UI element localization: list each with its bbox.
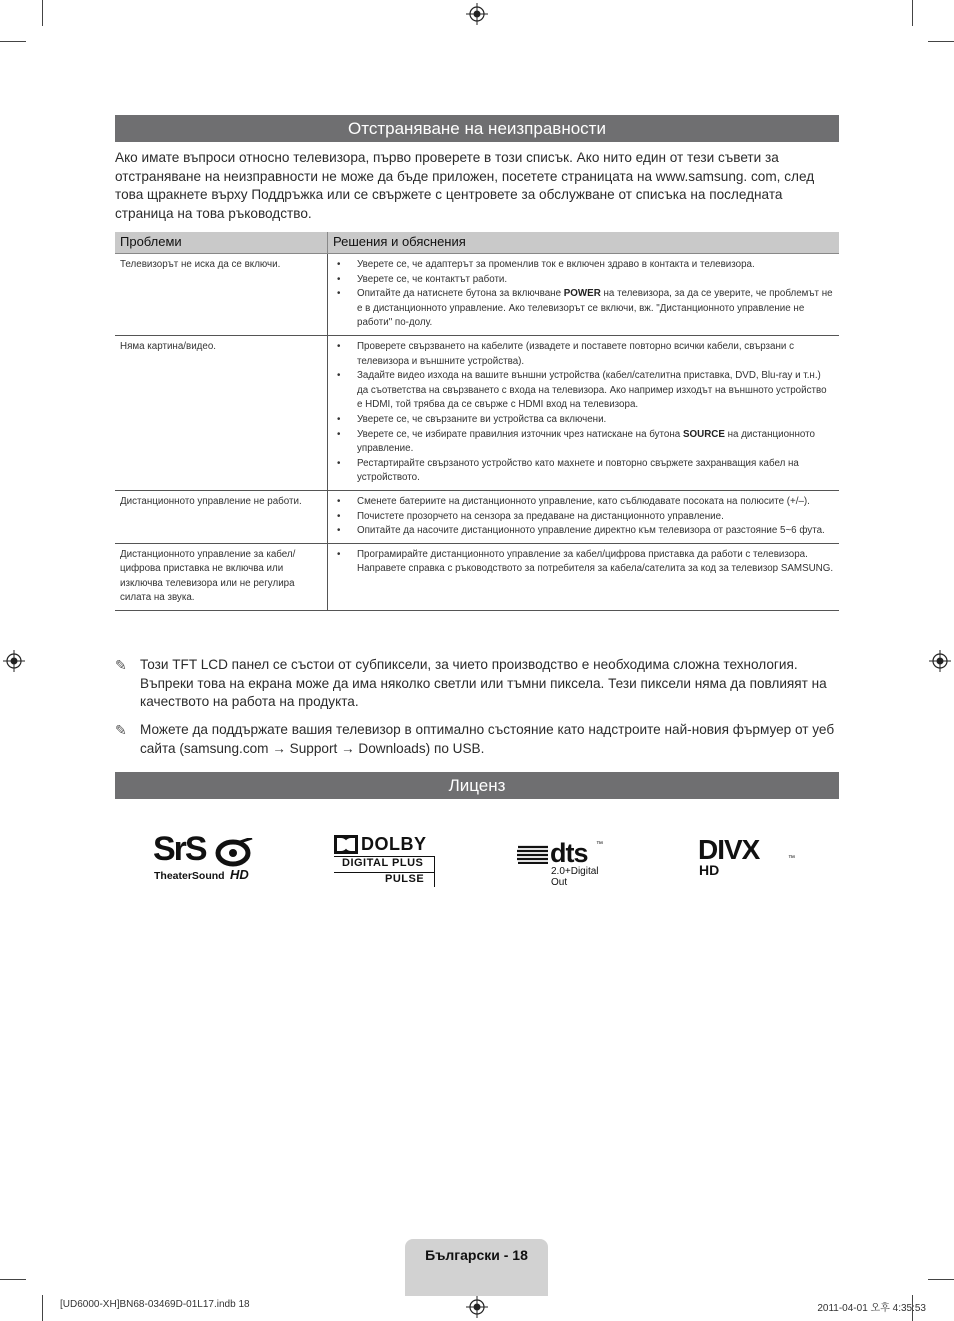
note-tft-panel (115, 656, 839, 712)
srs-theatersound-text: TheaterSound (154, 870, 225, 882)
header-problems: Проблеми (115, 232, 328, 254)
solution-list (333, 340, 834, 486)
solution-cell (328, 490, 840, 543)
solution-list (333, 548, 834, 577)
button-name-text: POWER (563, 288, 601, 300)
solution-list (333, 495, 834, 539)
solution-text: на телевизора, за да се уверите, че проблемът не е в дистанционното управление. Ако телевизорът се включи, вж. "Дистанционното управление не работи" по-долу. (357, 288, 833, 329)
troubleshooting-table (115, 232, 839, 611)
table-row (115, 254, 839, 336)
troubleshooting-intro: Ако имате въпроси относно телевизора, първо проверете в този списък. Ако нито един от тези съвети за отстраняване на неизправности не може да бъде приложен, посетете страницата на www.samsung. com, след това щракнете върху Поддръжка или се свържете с центровете за обслужване от списъка на последната страница на това ръководство. (115, 150, 815, 221)
dolby-digital-plus-pulse-logo (334, 834, 436, 888)
divx-hd-logo (698, 834, 798, 882)
problem-cell: Дистанционното управление за кабел/цифрова приставка не включва или изключва телевизора или не регулира силата на звука. (115, 543, 328, 610)
pencil-note-icon: ✎ (115, 657, 127, 673)
dts-text: dts (550, 838, 588, 868)
solution-item: • Задайте видео изхода на вашите външни устройства (кабел/сателитна приставка, DVD, Blu-ray и т.н.) да съответства на свързването с входа на телевизора. Ако например изходът на външното устройство е HDMI, той трябва да се свърже с HDMI вход на телевизора. (357, 369, 834, 413)
dts-tm-text: ™ (596, 841, 603, 848)
footer-timestamp: 2011-04-01 오후 4:35:53 (817, 1303, 926, 1314)
dolby-text: DOLBY (361, 834, 427, 854)
table-body (115, 254, 839, 611)
problem-cell: Телевизорът не иска да се включи. (115, 254, 328, 336)
solution-cell (328, 335, 840, 490)
pencil-note-icon: ✎ (115, 722, 127, 738)
solution-cell (328, 254, 840, 336)
dts-swoosh-icon (516, 844, 550, 864)
section-title-troubleshooting: Отстраняване на неизправности (115, 115, 839, 142)
table-row (115, 543, 839, 610)
footer-file-info: [UD6000-XH]BN68-03469D-01L17.indb 18 (60, 1299, 250, 1310)
note-firmware (115, 721, 839, 758)
note-text: Този TFT LCD панел се състои от субпиксели, за чието производство е необходима сложна технология. Въпреки това на екрана може да има няколко светли или тъмни пиксела. Тези пиксели няма да повлияят на качеството на работа на продукта. (140, 657, 827, 710)
solution-list (333, 258, 834, 331)
solution-text: на дистанционното управление. (357, 428, 815, 455)
solution-item: • Проверете свързването на кабелите (извадете и поставете повторно всички кабели, свързани с телевизора и външните устройства). (357, 340, 834, 369)
crop-mark (912, 0, 913, 26)
divx-hd-text: HD (699, 862, 720, 878)
dts-digital-out-text: 2.0+Digital Out (551, 866, 599, 888)
divx-tm-text: ™ (788, 855, 795, 862)
solution-item: • Програмирайте дистанционното управление за кабел/цифрова приставка да работи с телевизора. Направете справка с ръководството за потребителя за кабела/сателита за код за телевизор SAMSUNG. (357, 548, 834, 577)
solution-item (357, 287, 834, 331)
crop-mark (42, 1295, 43, 1321)
solution-item: • Почистете прозорчето на сензора за предаване на дистанционното управление. (357, 510, 834, 525)
section-title-license: Лиценз (115, 772, 839, 799)
crop-mark (928, 41, 954, 42)
solution-text: Опитайте да натиснете бутона за включване (357, 288, 564, 300)
registration-mark-icon (466, 1296, 488, 1318)
registration-mark-icon (929, 650, 951, 672)
solution-item: • Опитайте да насочите дистанционното управление директно към телевизора от разстояние 5~6 фута. (357, 524, 834, 539)
header-solutions: Решения и обяснения (328, 232, 840, 254)
solution-item (357, 428, 834, 457)
srs-logo-text: SrS (153, 830, 206, 868)
registration-mark-icon (466, 3, 488, 25)
dolby-pulse-text: PULSE (385, 873, 425, 885)
dolby-divider (434, 856, 435, 887)
problem-cell: Няма картина/видео. (115, 335, 328, 490)
solution-item: • Уверете се, че адаптерът за променлив ток е включен здраво в контакта и телевизора. (357, 258, 834, 273)
problem-cell: Дистанционното управление не работи. (115, 490, 328, 543)
crop-mark (0, 1279, 26, 1280)
table-row (115, 335, 839, 490)
solution-cell (328, 543, 840, 610)
solution-text: Уверете се, че избирате правилния източник чрез натискане на бутона (357, 428, 683, 440)
button-name-text: SOURCE (682, 428, 725, 440)
crop-mark (928, 1279, 954, 1280)
table-row (115, 490, 839, 543)
dts-digital-out-logo (516, 838, 616, 888)
solution-item: • Уверете се, че свързаните ви устройства са включени. (357, 413, 834, 428)
crop-mark (0, 41, 26, 42)
solution-item: • Рестартирайте свързаното устройство като махнете и повторно свържете захранващия кабел на устройството. (357, 457, 834, 486)
divx-text: DIVX (698, 834, 760, 865)
srs-theatersound-hd-logo (153, 830, 258, 886)
note-text: Можете да поддържате вашия телевизор в оптимално състояние като надстроите най-новия фърмуер от уеб сайта (samsung.com → Support → Downloads) по USB. (140, 722, 835, 756)
solution-item: • Уверете се, че контактът работи. (357, 273, 834, 288)
solution-item: • Сменете батериите на дистанционното управление, като съблюдавате посоката на полюсите (+/–). (357, 495, 834, 510)
registration-mark-icon (3, 650, 25, 672)
srs-circle-icon (215, 838, 253, 868)
srs-hd-text: HD (230, 867, 249, 882)
dolby-digital-plus-text: DIGITAL PLUS (342, 857, 424, 869)
page-number-tab: Български - 18 (405, 1239, 548, 1296)
crop-mark (42, 0, 43, 26)
dolby-double-d-icon (334, 835, 358, 854)
table-header-row (115, 232, 839, 254)
